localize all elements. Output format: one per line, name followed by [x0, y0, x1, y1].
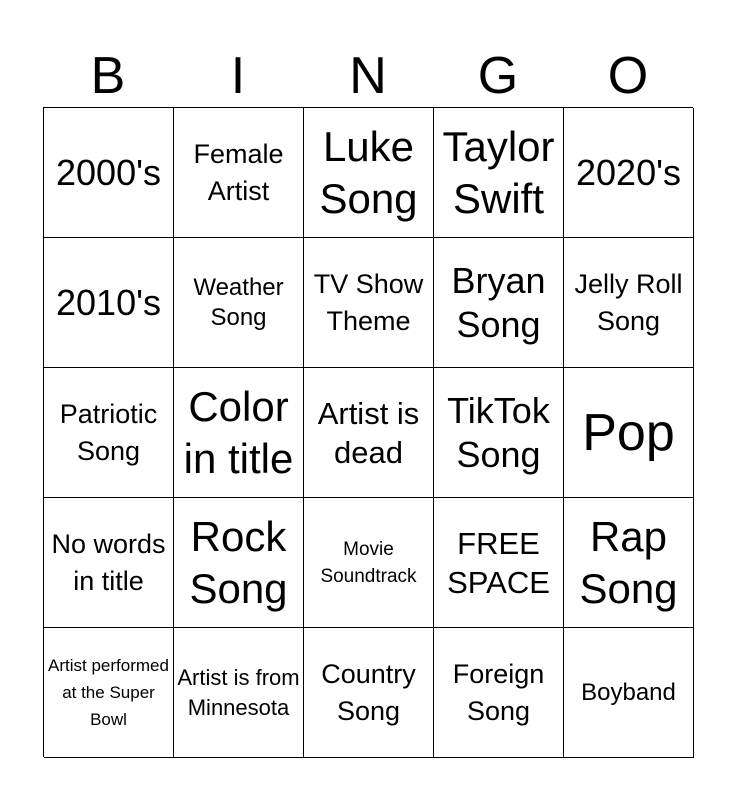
header-letter-g: G [477, 47, 519, 105]
cell-label: Rap Song [579, 512, 678, 612]
cell-label: Luke Song [319, 122, 418, 222]
cell-label: Artist performed at the Super Bowl [48, 656, 169, 729]
bingo-cell[interactable] [564, 368, 694, 498]
bingo-cell[interactable] [304, 498, 434, 628]
bingo-cell[interactable] [174, 628, 304, 758]
cell-label: 2000's [56, 151, 161, 193]
cell-label: Artist is from Minnesota [177, 664, 300, 720]
cell-label: Weather Song [193, 273, 284, 331]
bingo-cell[interactable] [304, 108, 434, 238]
cell-label: Jelly Roll Song [574, 268, 683, 336]
bingo-cell[interactable] [44, 628, 174, 758]
cell-label: Artist is dead [317, 395, 420, 470]
cell-label: Female Artist [193, 138, 284, 206]
cell-label: Taylor Swift [442, 122, 555, 222]
cell-label: Pop [582, 403, 675, 462]
bingo-cell[interactable] [304, 628, 434, 758]
header-letter-i: I [230, 47, 246, 105]
header-letter-o: O [607, 47, 649, 105]
cell-label: Movie Soundtrack [320, 538, 417, 587]
bingo-cell[interactable] [434, 628, 564, 758]
bingo-cell[interactable] [44, 238, 174, 368]
header-letter-n: N [349, 47, 387, 105]
bingo-cell[interactable] [44, 108, 174, 238]
bingo-cell[interactable] [44, 368, 174, 498]
cell-label: No words in title [51, 528, 166, 596]
cell-label: Patriotic Song [59, 398, 158, 466]
bingo-cell[interactable] [434, 108, 564, 238]
bingo-cell[interactable] [44, 498, 174, 628]
header-letter-b: B [90, 47, 126, 105]
cell-label: Foreign Song [452, 658, 545, 726]
cell-label: Boyband [581, 678, 676, 706]
bingo-cell[interactable] [434, 368, 564, 498]
bingo-cell[interactable] [174, 498, 304, 628]
bingo-cell[interactable] [564, 108, 694, 238]
cell-label: 2010's [56, 281, 161, 323]
bingo-cell free-space[interactable] [434, 498, 564, 628]
bingo-cell[interactable] [174, 108, 304, 238]
bingo-header [43, 46, 693, 106]
cell-label: Color in title [183, 382, 294, 482]
cell-label: 2020's [576, 151, 681, 193]
cell-label: Bryan Song [451, 259, 546, 345]
bingo-board [43, 107, 693, 757]
cell-label: Rock Song [189, 512, 288, 612]
bingo-cell[interactable] [434, 238, 564, 368]
bingo-cell[interactable] [564, 498, 694, 628]
bingo-cell[interactable] [304, 238, 434, 368]
cell-label: Country Song [321, 658, 416, 726]
free-space-label: FREE SPACE [447, 525, 550, 600]
bingo-cell[interactable] [304, 368, 434, 498]
bingo-cell[interactable] [564, 238, 694, 368]
bingo-cell[interactable] [564, 628, 694, 758]
bingo-cell[interactable] [174, 238, 304, 368]
cell-label: TV Show Theme [313, 268, 424, 336]
cell-label: TikTok Song [447, 389, 550, 475]
bingo-cell[interactable] [174, 368, 304, 498]
